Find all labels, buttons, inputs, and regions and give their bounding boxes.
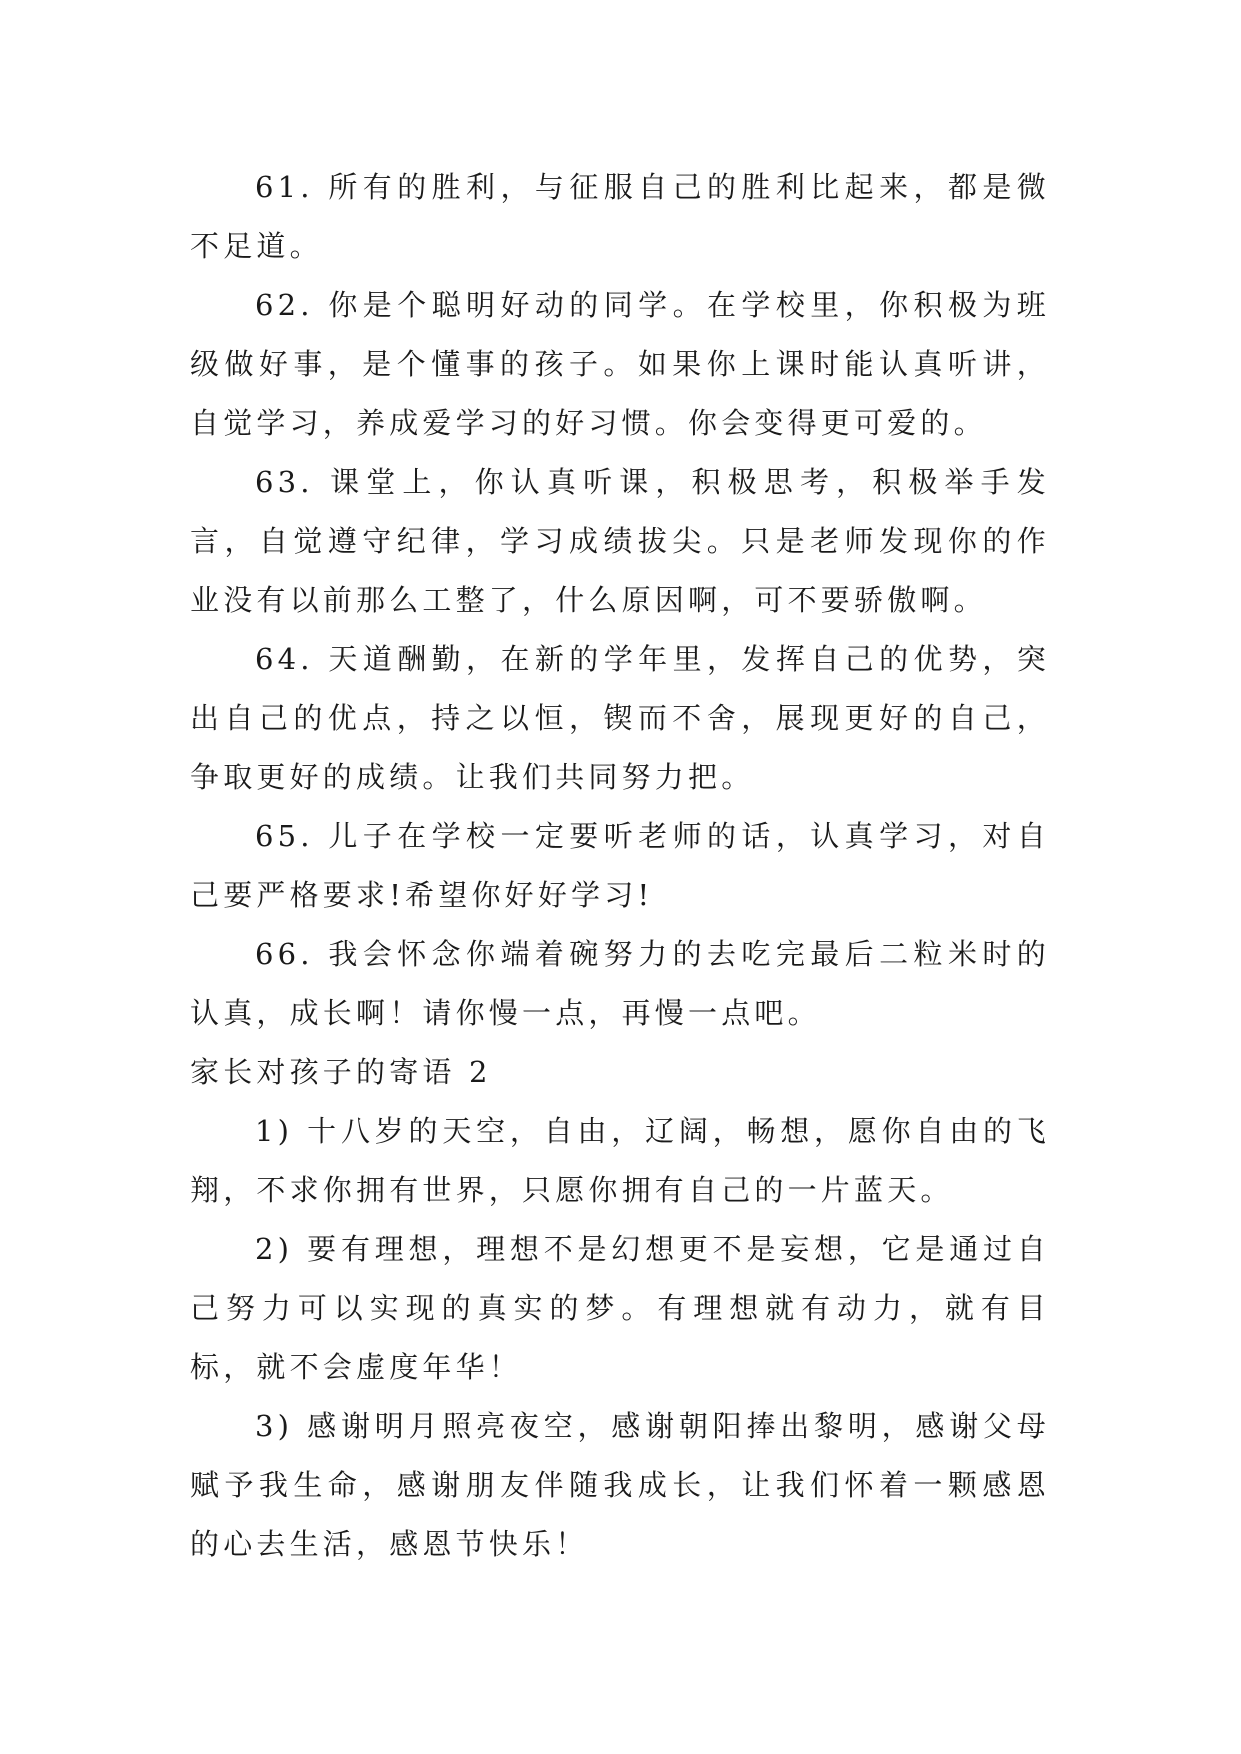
paragraph-64: 64. 天道酬勤，在新的学年里，发挥自己的优势，突出自己的优点，持之以恒，锲而不舍，展现更好的自己，争取更好的成绩。让我们共同努力把。 <box>190 642 1050 794</box>
paragraph-item-1: 1) 十八岁的天空，自由，辽阔，畅想，愿你自由的飞翔，不求你拥有世界，只愿你拥有自己的一片蓝天。 <box>190 1114 1050 1207</box>
paragraph-66: 66. 我会怀念你端着碗努力的去吃完最后二粒米时的认真，成长啊！请你慢一点，再慢一点吧。 <box>190 937 1050 1030</box>
paragraph-65: 65. 儿子在学校一定要听老师的话，认真学习，对自己要严格要求!希望你好好学习! <box>190 819 1050 912</box>
paragraph-61: 61. 所有的胜利，与征服自己的胜利比起来，都是微不足道。 <box>190 170 1050 263</box>
paragraph-63: 63. 课堂上，你认真听课，积极思考，积极举手发言，自觉遵守纪律，学习成绩拔尖。只是老师发现你的作业没有以前那么工整了，什么原因啊，可不要骄傲啊。 <box>190 465 1050 617</box>
document-body <box>190 158 1050 1574</box>
paragraph-item-3: 3) 感谢明月照亮夜空，感谢朝阳捧出黎明，感谢父母赋予我生命，感谢朋友伴随我成长，让我们怀着一颗感恩的心去生活，感恩节快乐！ <box>190 1409 1050 1561</box>
paragraph-item-2: 2) 要有理想，理想不是幻想更不是妄想，它是通过自己努力可以实现的真实的梦。有理想就有动力，就有目标，就不会虚度年华！ <box>190 1232 1050 1384</box>
paragraph-62: 62. 你是个聪明好动的同学。在学校里，你积极为班级做好事，是个懂事的孩子。如果你上课时能认真听讲，自觉学习，养成爱学习的好习惯。你会变得更可爱的。 <box>190 288 1050 440</box>
section-heading: 家长对孩子的寄语 2 <box>190 1055 492 1089</box>
